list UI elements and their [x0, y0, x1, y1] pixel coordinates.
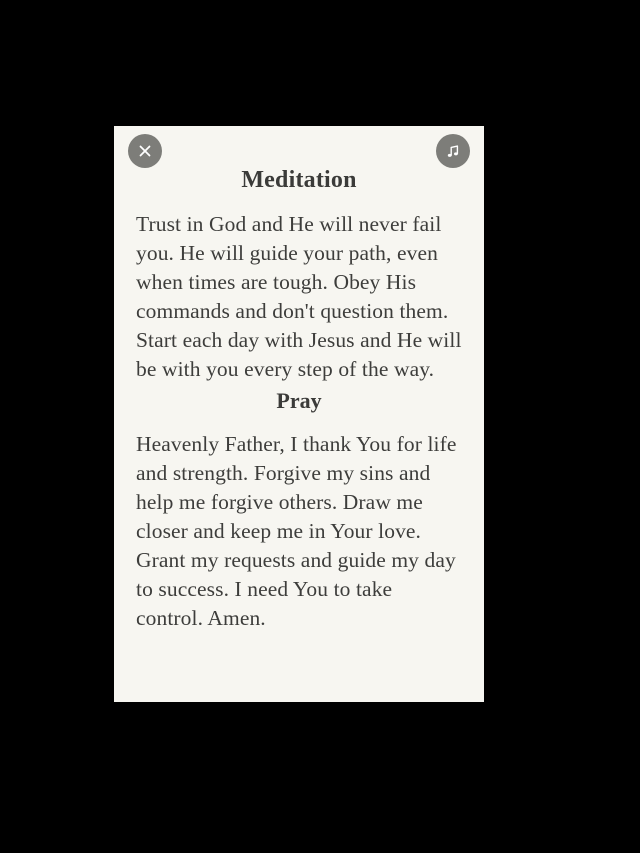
- pray-title: Pray: [276, 388, 322, 413]
- meditation-title: Meditation: [241, 167, 357, 193]
- close-button[interactable]: [128, 134, 162, 168]
- close-icon: [137, 143, 153, 159]
- devotional-card: [114, 126, 484, 702]
- music-note-icon: [445, 143, 462, 160]
- meditation-text: Trust in God and He will never fail you. He will guide your path, even when times are tough. Obey His commands and don't question them. Start each day with Jesus and He will be with you every step of the way.: [136, 212, 462, 381]
- music-button[interactable]: [436, 134, 470, 168]
- pray-text: Heavenly Father, I thank You for life and strength. Forgive my sins and help me forgive others. Draw me closer and keep me in Your love. Grant my requests and guide my day to success. I need You to take control. Amen.: [136, 432, 457, 630]
- card-content: [114, 126, 484, 702]
